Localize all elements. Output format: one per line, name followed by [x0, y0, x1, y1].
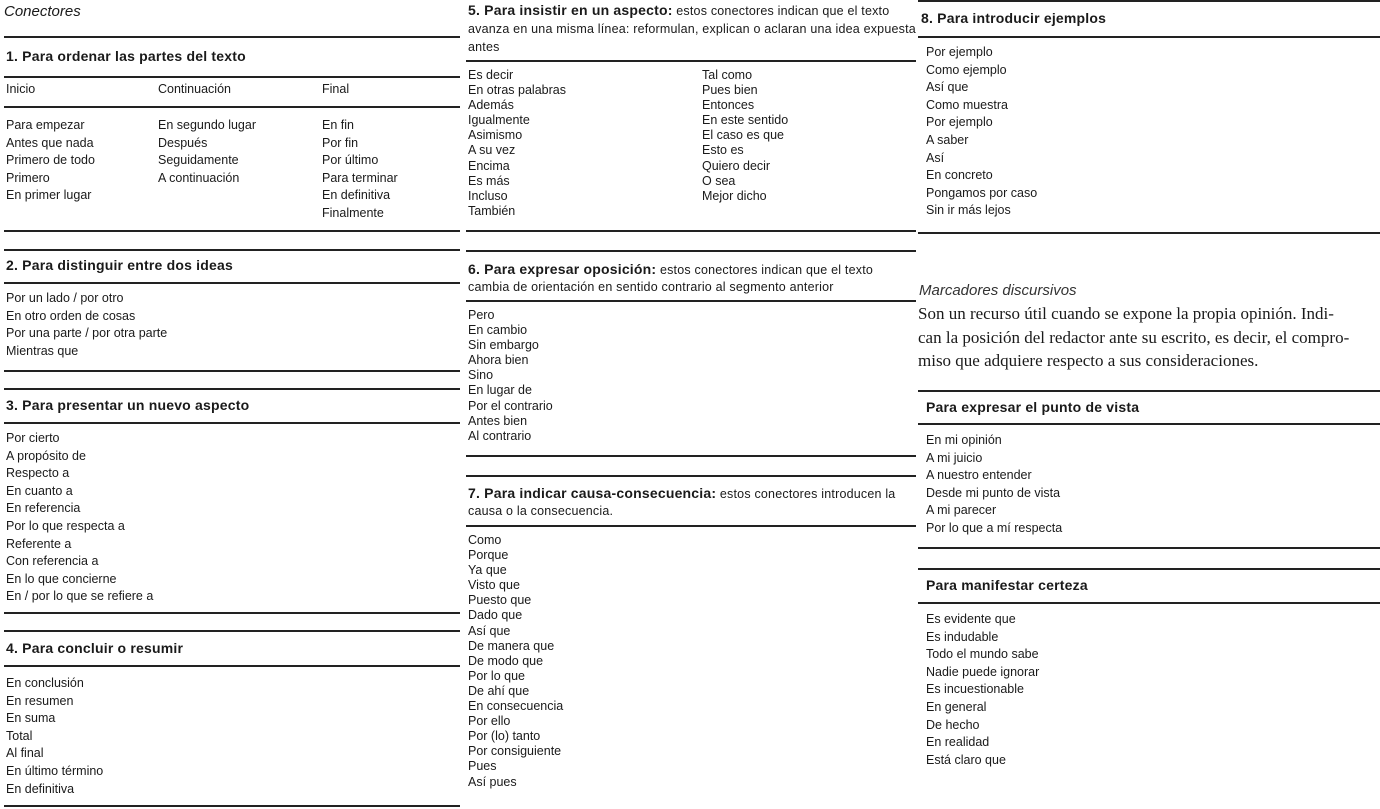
list-item: Por lo que respecta a: [6, 518, 125, 533]
connector-list: [322, 117, 398, 223]
list-item: Como muestra: [926, 97, 1008, 112]
section-heading: 8. Para introducir ejemplos: [921, 10, 1107, 26]
list-item: Como ejemplo: [926, 62, 1007, 77]
list-item: Por ejemplo: [926, 45, 993, 59]
list-item: Referente a: [6, 536, 72, 551]
list-item: En primer lugar: [6, 188, 92, 203]
list-item: Porque: [468, 548, 509, 563]
list-item: Por consiguiente: [468, 744, 562, 759]
section-heading: 6. Para expresar oposición: estos conectores indican que el texto cambia de orientación en sentido contrario al segmento anterior: [468, 261, 874, 294]
list-item: En consecuencia: [468, 699, 564, 714]
list-item: En definitiva: [322, 188, 391, 203]
divider: [4, 612, 460, 614]
list-item: Para terminar: [322, 170, 398, 185]
list-item: En cuanto a: [6, 483, 73, 498]
list-item: Es decir: [468, 68, 514, 82]
list-item: Por el contrario: [468, 398, 553, 413]
list-item: En suma: [6, 711, 56, 726]
divider: [4, 805, 460, 807]
divider: [918, 568, 1380, 570]
section-heading: 2. Para distinguir entre dos ideas: [6, 257, 233, 273]
divider: [918, 547, 1380, 549]
list-item: Ya que: [468, 563, 507, 578]
list-item: Antes bien: [468, 413, 528, 428]
divider: [4, 76, 460, 78]
list-item: Es más: [468, 173, 510, 188]
list-item: Pero: [468, 308, 495, 322]
list-item: En lo que concierne: [6, 571, 117, 586]
section-heading: Para manifestar certeza: [926, 577, 1088, 593]
list-item: Entonces: [702, 98, 755, 113]
section-heading: 1. Para ordenar las partes del texto: [6, 48, 246, 64]
divider: [918, 423, 1380, 425]
list-item: A saber: [926, 132, 969, 147]
connector-list: [6, 675, 103, 798]
list-item: Por lo que: [468, 668, 525, 683]
connector-list: [468, 533, 563, 790]
list-item: Todo el mundo sabe: [926, 647, 1039, 662]
list-item: Pues bien: [702, 83, 758, 98]
page-title: Conectores: [4, 3, 81, 20]
list-item: Esto es: [702, 143, 744, 158]
list-item: Con referencia a: [6, 554, 99, 569]
divider: [466, 300, 916, 302]
list-item: En mi opinión: [926, 433, 1002, 447]
list-item: De ahí que: [468, 683, 530, 698]
list-item: Por ejemplo: [926, 115, 993, 130]
section-heading: 3. Para presentar un nuevo aspecto: [6, 397, 250, 413]
divider: [918, 36, 1380, 38]
connector-list: [926, 432, 1062, 538]
list-item: Puesto que: [468, 593, 532, 608]
list-item: Pongamos por caso: [926, 185, 1038, 200]
list-item: Además: [468, 98, 514, 113]
divider: [4, 230, 460, 232]
list-item: De modo que: [468, 653, 544, 668]
list-item: En resumen: [6, 693, 74, 708]
divider: [918, 390, 1380, 392]
list-item: Por lo que a mí respecta: [926, 520, 1063, 535]
column-header: Inicio: [6, 82, 36, 96]
list-item: En otras palabras: [468, 83, 566, 98]
connector-list: [926, 44, 1037, 220]
divider: [466, 230, 916, 232]
list-item: Desde mi punto de vista: [926, 485, 1061, 500]
divider: [4, 665, 460, 667]
section-heading: 7. Para indicar causa-consecuencia: estos conectores introducen la causa o la consecuencia.: [468, 485, 896, 518]
list-item: De manera que: [468, 638, 555, 653]
list-item: En último término: [6, 763, 104, 778]
list-item: Incluso: [468, 188, 508, 203]
divider: [4, 282, 460, 284]
list-item: Por ello: [468, 714, 511, 729]
connector-list: [6, 117, 95, 205]
divider: [4, 36, 460, 38]
connector-list: [6, 430, 153, 606]
list-item: También: [468, 203, 516, 218]
list-item: En otro orden de cosas: [6, 308, 136, 323]
list-item: Al final: [6, 746, 44, 761]
list-item: Dado que: [468, 608, 523, 623]
list-item: Por una parte / por otra parte: [6, 326, 168, 341]
list-item: En fin: [322, 118, 354, 132]
list-item: O sea: [702, 173, 736, 188]
paragraph-line: miso que adquiere respecto a sus consideraciones.: [918, 351, 1259, 370]
list-item: Así que: [926, 80, 969, 95]
list-item: Como: [468, 533, 502, 547]
list-item: Total: [6, 728, 33, 743]
list-item: Nadie puede ignorar: [926, 664, 1040, 679]
section-heading: 5. Para insistir en un aspecto: estos conectores indican que el texto avanza en una misma línea: reformulan, explican o aclaran una idea expuesta antes: [468, 2, 916, 54]
list-item: Pues: [468, 759, 497, 774]
list-item: Visto que: [468, 578, 520, 593]
section-heading: Para expresar el punto de vista: [926, 399, 1140, 415]
list-item: Seguidamente: [158, 153, 239, 168]
list-item: Por cierto: [6, 431, 60, 445]
list-item: A mi juicio: [926, 450, 983, 465]
list-item: Ahora bien: [468, 353, 529, 368]
list-item: Está claro que: [926, 752, 1006, 767]
section-heading: 4. Para concluir o resumir: [6, 640, 184, 656]
divider: [466, 60, 916, 62]
list-item: Por (lo) tanto: [468, 729, 541, 744]
list-item: En este sentido: [702, 113, 789, 128]
paragraph-line: can la posición del redactor ante su escrito, es decir, el compro-: [918, 327, 1350, 347]
list-item: A continuación: [158, 170, 240, 185]
divider: [918, 602, 1380, 604]
list-item: A propósito de: [6, 448, 86, 463]
list-item: De hecho: [926, 717, 980, 732]
list-item: Tal como: [702, 68, 753, 82]
list-item: A su vez: [468, 143, 516, 158]
list-item: En concreto: [926, 168, 993, 183]
list-item: Mejor dicho: [702, 188, 767, 203]
divider: [4, 630, 460, 632]
connector-list: [702, 68, 788, 204]
divider: [4, 388, 460, 390]
list-item: En segundo lugar: [158, 118, 256, 132]
list-item: Es evidente que: [926, 612, 1016, 626]
list-item: En realidad: [926, 735, 990, 750]
column-header: Final: [322, 82, 350, 96]
list-item: Para empezar: [6, 118, 85, 132]
list-item: En lugar de: [468, 383, 532, 398]
list-item: Así: [926, 150, 945, 165]
divider: [918, 0, 1380, 2]
divider: [466, 250, 916, 252]
connector-list: [158, 117, 256, 187]
list-item: Así que: [468, 623, 511, 638]
list-item: A mi parecer: [926, 503, 997, 518]
section-title: Marcadores discursivos: [919, 282, 1077, 299]
paragraph-line: Son un recurso útil cuando se expone la propia opinión. Indi-: [918, 304, 1334, 323]
paragraph: [918, 302, 1349, 373]
list-item: En referencia: [6, 501, 81, 516]
list-item: En definitiva: [6, 781, 75, 796]
divider: [4, 370, 460, 372]
divider: [4, 422, 460, 424]
list-item: Encima: [468, 158, 510, 173]
list-item: Por un lado / por otro: [6, 291, 124, 305]
list-item: Por fin: [322, 135, 359, 150]
list-item: Primero: [6, 170, 50, 185]
list-item: Antes que nada: [6, 135, 94, 150]
divider: [4, 249, 460, 251]
list-item: Asimismo: [468, 128, 523, 143]
list-item: Quiero decir: [702, 158, 771, 173]
list-item: Sino: [468, 368, 494, 383]
connector-list: [6, 290, 167, 360]
list-item: Sin ir más lejos: [926, 203, 1011, 218]
list-item: Sin embargo: [468, 338, 539, 353]
list-item: Primero de todo: [6, 153, 95, 168]
list-item: En conclusión: [6, 676, 84, 690]
divider: [4, 106, 460, 108]
list-item: En / por lo que se refiere a: [6, 589, 154, 604]
divider: [466, 475, 916, 477]
connector-list: [468, 68, 566, 219]
list-item: El caso es que: [702, 128, 784, 143]
list-item: Por último: [322, 153, 379, 168]
list-item: Es indudable: [926, 629, 999, 644]
list-item: Mientras que: [6, 343, 79, 358]
list-item: En cambio: [468, 323, 528, 338]
list-item: En general: [926, 699, 987, 714]
connector-list: [468, 308, 553, 444]
list-item: Respecto a: [6, 466, 70, 481]
divider: [466, 455, 916, 457]
connector-list: [926, 611, 1039, 769]
divider: [466, 525, 916, 527]
column-header: Continuación: [158, 82, 231, 96]
list-item: Igualmente: [468, 113, 530, 128]
list-item: Así pues: [468, 774, 517, 789]
list-item: Es incuestionable: [926, 682, 1024, 697]
list-item: A nuestro entender: [926, 468, 1032, 483]
divider: [918, 232, 1380, 234]
list-item: Finalmente: [322, 205, 384, 220]
list-item: Después: [158, 135, 208, 150]
list-item: Al contrario: [468, 428, 532, 443]
